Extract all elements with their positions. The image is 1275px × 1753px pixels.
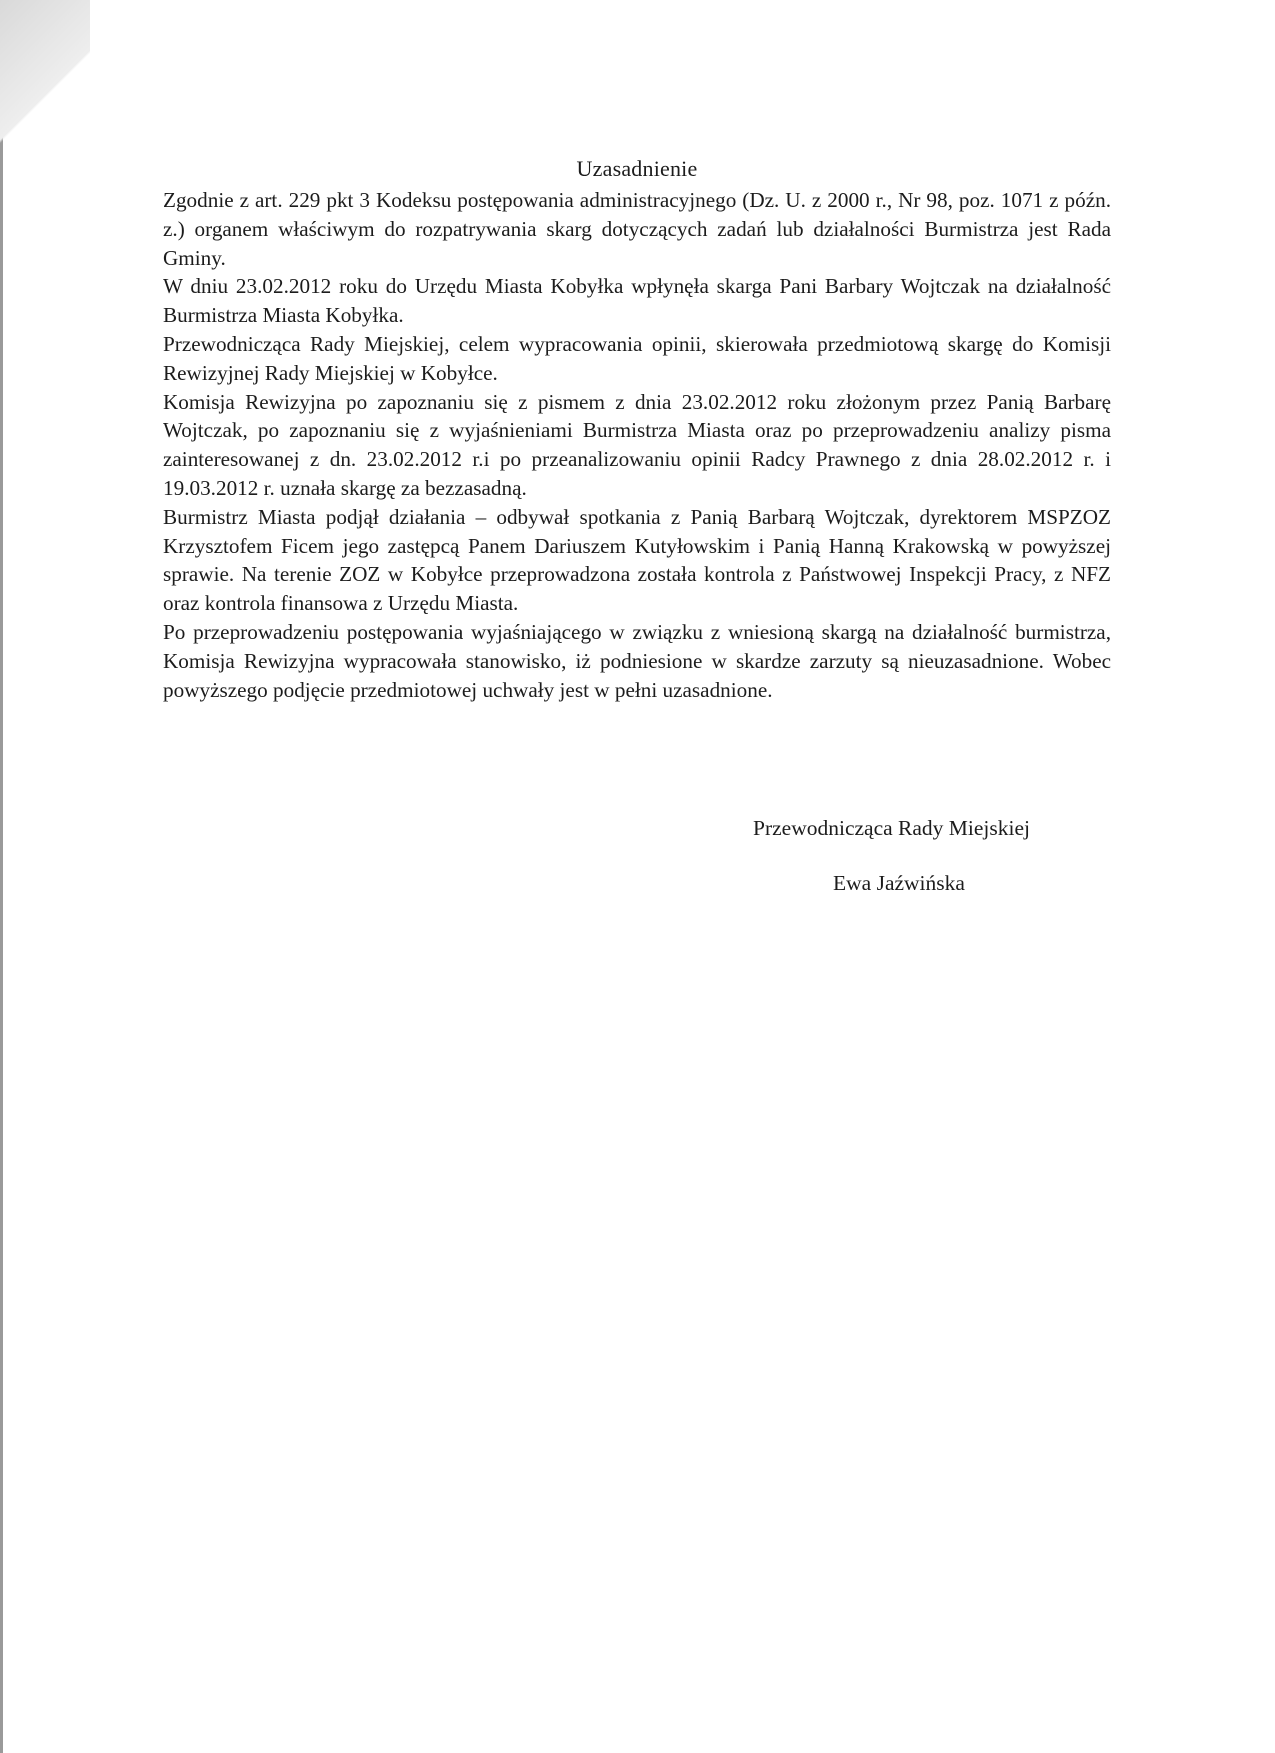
signature-name: Ewa Jaźwińska — [833, 871, 965, 895]
signature-title: Przewodnicząca Rady Miejskiej — [753, 816, 1031, 840]
document-heading: Uzasadnienie — [576, 156, 698, 181]
document-body — [163, 156, 1111, 704]
signature-block — [753, 816, 1113, 896]
folded-corner — [0, 0, 90, 260]
scan-edge — [0, 0, 3, 1753]
paragraph-mayor-actions: Burmistrz Miasta podjął działania – odbywał spotkania z Panią Barbarą Wojtczak, dyrektorem MSPZOZ Krzysztofem Ficem jego zastępcą Panem Dariuszem Kutyłowskim i Panią Hanną Krakowską w powyższej sprawie. Na terenie ZOZ w Kobyłce przeprowadzona została kontrola z Państwowej Inspekcji Pracy, z NFZ oraz kontrola finansowa z Urzędu Miasta. — [163, 504, 1111, 616]
paragraph-legal-basis: Zgodnie z art. 229 pkt 3 Kodeksu postępowania administracyjnego (Dz. U. z 2000 r., Nr 98, poz. 1071 z późn. z.) organem właściwym do rozpatrywania skarg dotyczących zadań lub działalności Burmistrza jest Rada Gminy. — [163, 188, 1111, 270]
paragraph-commission-findings: Komisja Rewizyjna po zapoznaniu się z pismem z dnia 23.02.2012 roku złożonym przez Panią Barbarę Wojtczak, po zapoznaniu się z wyjaśnieniami Burmistrza Miasta oraz po przeprowadzeniu analizy pisma zainteresowanej z dn. 23.02.2012 r.i po przeanalizowaniu opinii Radcy Prawnego z dnia 28.02.2012 r. i 19.03.2012 r. uznała skargę za bezzasadną. — [163, 389, 1111, 500]
paragraph-complaint-received: W dniu 23.02.2012 roku do Urzędu Miasta Kobyłka wpłynęła skarga Pani Barbary Wojtczak na działalność Burmistrza Miasta Kobyłka. — [163, 274, 1111, 328]
paragraph-referral: Przewodnicząca Rady Miejskiej, celem wypracowania opinii, skierowała przedmiotową skargę do Komisji Rewizyjnej Rady Miejskiej w Kobyłce. — [163, 331, 1111, 385]
paragraph-conclusion: Po przeprowadzeniu postępowania wyjaśniającego w związku z wniesioną skargą na działalność burmistrza, Komisja Rewizyjna wypracowała stanowisko, iż podniesione w skardze zarzuty są nieuzasadnione. Wobec powyższego podjęcie przedmiotowej uchwały jest w pełni uzasadnione. — [163, 619, 1111, 702]
